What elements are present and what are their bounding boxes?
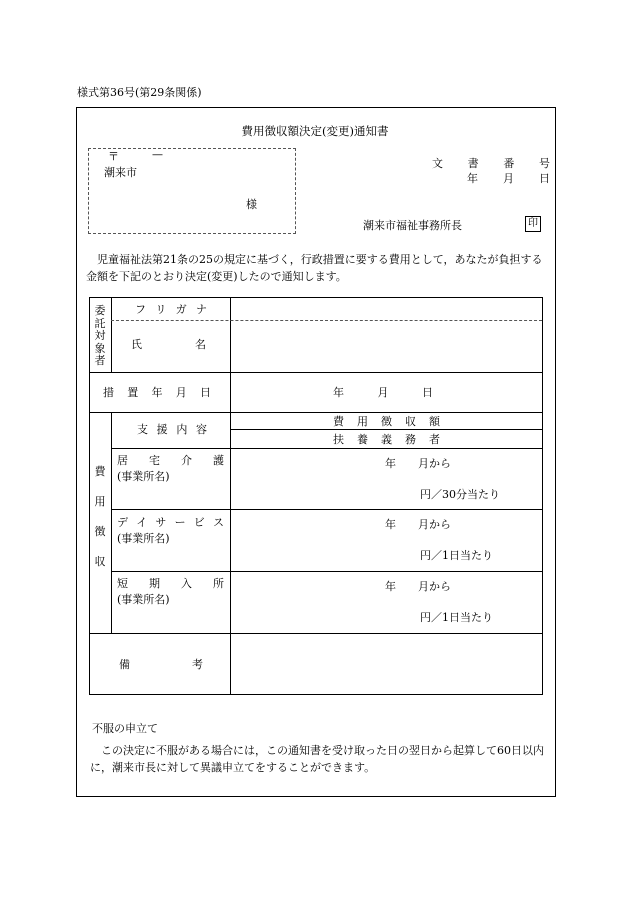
row-label-char: サ: [155, 516, 167, 529]
date-year: 年: [467, 172, 478, 185]
supporter-char: 者: [429, 433, 440, 446]
unit-fee: 円／1日当たり: [420, 549, 493, 562]
support-char: 支: [137, 423, 148, 436]
supporter-char: 務: [405, 433, 416, 446]
fee-table: [89, 297, 543, 695]
short-stay-label: [117, 575, 224, 591]
postal-dash: —: [152, 148, 163, 161]
measure-day: 日: [422, 386, 433, 399]
measure-date-char: 置: [127, 386, 139, 399]
row-label-char: デ: [117, 516, 128, 529]
row-label-char: 居: [117, 454, 128, 467]
fee-amount-char: 収: [405, 415, 416, 428]
measure-date-char: 措: [103, 386, 114, 399]
honorific: 様: [246, 198, 257, 211]
fee-header: 費用徴収: [94, 465, 106, 568]
furigana-label: [135, 299, 207, 319]
measure-date-label: [103, 382, 211, 402]
furigana-char: ナ: [195, 303, 207, 316]
seal-mark: 印: [525, 216, 541, 232]
doc-number-char: 番: [503, 157, 515, 170]
document-title: 費用徴収額決定(変更)通知書: [241, 124, 389, 138]
doc-number-char: 号: [538, 157, 550, 170]
objection-title: 不服の申立て: [92, 722, 158, 735]
start-date: 年 月から: [385, 580, 451, 593]
row-label-char: ス: [212, 516, 224, 529]
remarks-char: 考: [192, 658, 203, 671]
remarks-label: [119, 655, 203, 673]
support-content-label: [137, 419, 207, 439]
measure-date-value: [333, 382, 433, 402]
fee-amount-header: [333, 413, 440, 429]
furigana-char: ガ: [175, 303, 187, 316]
measure-date-char: 日: [200, 386, 211, 399]
business-name-label: (事業所名): [117, 470, 170, 483]
postal-mark: 〒: [108, 150, 119, 163]
support-char: 援: [156, 423, 168, 436]
measure-date-char: 年: [151, 386, 163, 399]
support-char: 容: [195, 423, 207, 436]
home-care-label: [117, 452, 224, 468]
measure-month: 月: [377, 386, 389, 399]
row-label-char: 宅: [149, 454, 160, 467]
name-char: 氏: [131, 338, 142, 351]
row-label-char: 介: [181, 454, 192, 467]
measure-year: 年: [333, 386, 344, 399]
supporter-char: 扶: [333, 433, 344, 446]
unit-fee: 円／30分当たり: [420, 488, 500, 501]
business-name-label: (事業所名): [117, 532, 170, 545]
fee-amount-char: 額: [429, 415, 440, 428]
day-service-label: [117, 514, 224, 530]
name-char: 名: [195, 338, 206, 351]
name-label: [131, 333, 206, 355]
row-label-char: イ: [136, 516, 148, 529]
form-number: 様式第36号(第29条関係): [77, 86, 202, 99]
fee-amount-char: 費: [333, 415, 344, 428]
date-day: 日: [539, 172, 550, 185]
start-date: 年 月から: [385, 518, 451, 531]
supporter-char: 義: [381, 433, 392, 446]
furigana-char: フ: [135, 303, 146, 316]
subject-header: 委託対象者: [94, 304, 106, 367]
issuer-name: 潮来市福祉事務所長: [363, 219, 462, 232]
city-name: 潮来市: [104, 166, 137, 179]
furigana-char: リ: [155, 303, 167, 316]
notification-text: 児童福祉法第21条の25の規定に基づく，行政措置に要する費用として，あなたが負担する金額を下記のとおり決定(変更)したので通知します。: [86, 253, 543, 283]
row-label-char: ビ: [193, 516, 205, 529]
unit-fee: 円／1日当たり: [420, 611, 493, 624]
row-label-char: 短: [117, 577, 128, 590]
remarks-char: 備: [119, 658, 130, 671]
doc-number-char: 書: [467, 157, 479, 170]
doc-number-char: 文: [432, 157, 443, 170]
fee-amount-char: 用: [357, 415, 368, 428]
supporter-header: [333, 430, 440, 448]
address-box: [88, 148, 296, 234]
row-label-char: 期: [149, 577, 160, 590]
document-number-label: [432, 155, 550, 171]
start-date: 年 月から: [385, 457, 451, 470]
supporter-char: 養: [357, 433, 368, 446]
measure-date-char: 月: [175, 386, 187, 399]
row-label-char: 入: [181, 577, 192, 590]
row-label-char: ー: [174, 516, 186, 529]
business-name-label: (事業所名): [117, 593, 170, 606]
date-month: 月: [503, 172, 514, 185]
document-date: [467, 170, 550, 186]
support-char: 内: [176, 423, 188, 436]
objection-text: この決定に不服がある場合には，この通知書を受け取った日の翌日から起算して60日以内に，潮来市長に対して異議申立てをすることができます。: [90, 744, 544, 774]
row-label-char: 所: [213, 577, 224, 590]
row-label-char: 護: [213, 454, 224, 467]
fee-amount-char: 徴: [381, 415, 392, 428]
